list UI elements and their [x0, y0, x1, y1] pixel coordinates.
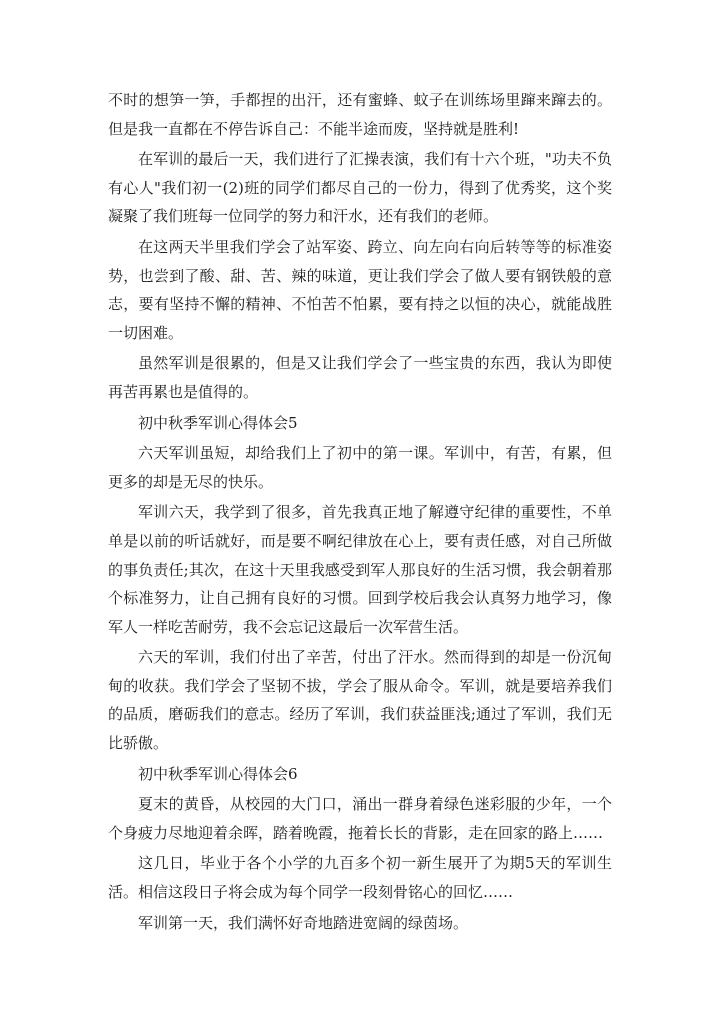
paragraph: 在军训的最后一天，我们进行了汇操表演，我们有十六个班，"功夫不负有心人"我们初一(2)班的同学们都尽自己的一份力，得到了优秀奖，这个奖凝聚了我们班每一位同学的努力和汗水，还有我们的老师。	[108, 150, 612, 226]
paragraph: 夏末的黄昏，从校园的大门口，涌出一群身着绿色迷彩服的少年，一个个身疲力尽地迎着余晖，踏着晚霞，拖着长长的背影，走在回家的路上……	[108, 795, 612, 842]
section-heading: 初中秋季军训心得体会6	[138, 764, 298, 783]
paragraph: 军训六天，我学到了很多，首先我真正地了解遵守纪律的重要性，不单单是以前的听话就好，而是要不啊纪律放在心上，要有责任感，对自己所做的事负责任;其次，在这十天里我感受到军人那良好的生活习惯，我会朝着那个标准努力，让自己拥有良好的习惯。回到学校后我会认真努力地学习，像军人一样吃苦耐劳，我不会忘记这最后一次军营生活。	[108, 503, 612, 636]
document-body	[108, 86, 612, 939]
paragraph: 军训第一天，我们满怀好奇地踏进宽阔的绿茵场。	[138, 913, 469, 932]
paragraph: 在这两天半里我们学会了站军姿、跨立、向左向右向后转等等的标准姿势，也尝到了酸、甜、苦、辣的味道，更让我们学会了做人要有钢铁般的意志，要有坚持不懈的精神、不怕苦不怕累，要有持之以恒的决心，就能战胜一切困难。	[108, 237, 612, 342]
paragraph-continuation: 不时的想笋一笋，手都捏的出汗，还有蜜蜂、蚊子在训练场里蹿来蹿去的。但是我一直都在不停告诉自己：不能半途而废，坚持就是胜利!	[108, 91, 612, 138]
paragraph: 六天军训虽短，却给我们上了初中的第一课。军训中，有苦，有累，但更多的却是无尽的快乐。	[108, 444, 612, 491]
paragraph: 这几日，毕业于各个小学的九百多个初一新生展开了为期5天的军训生活。相信这段日子将会成为每个同学一段刻骨铭心的回忆……	[108, 854, 612, 902]
paragraph: 虽然军训是很累的，但是又让我们学会了一些宝贵的东西，我认为即使再苦再累也是值得的。	[108, 354, 612, 401]
paragraph: 六天的军训，我们付出了辛苦，付出了汗水。然而得到的却是一份沉甸甸的收获。我们学会了坚韧不拔，学会了服从命令。军训，就是要培养我们的品质，磨砺我们的意志。经历了军训，我们获益匪浅;通过了军训，我们无比骄傲。	[108, 648, 612, 753]
section-heading: 初中秋季军训心得体会5	[138, 413, 298, 432]
